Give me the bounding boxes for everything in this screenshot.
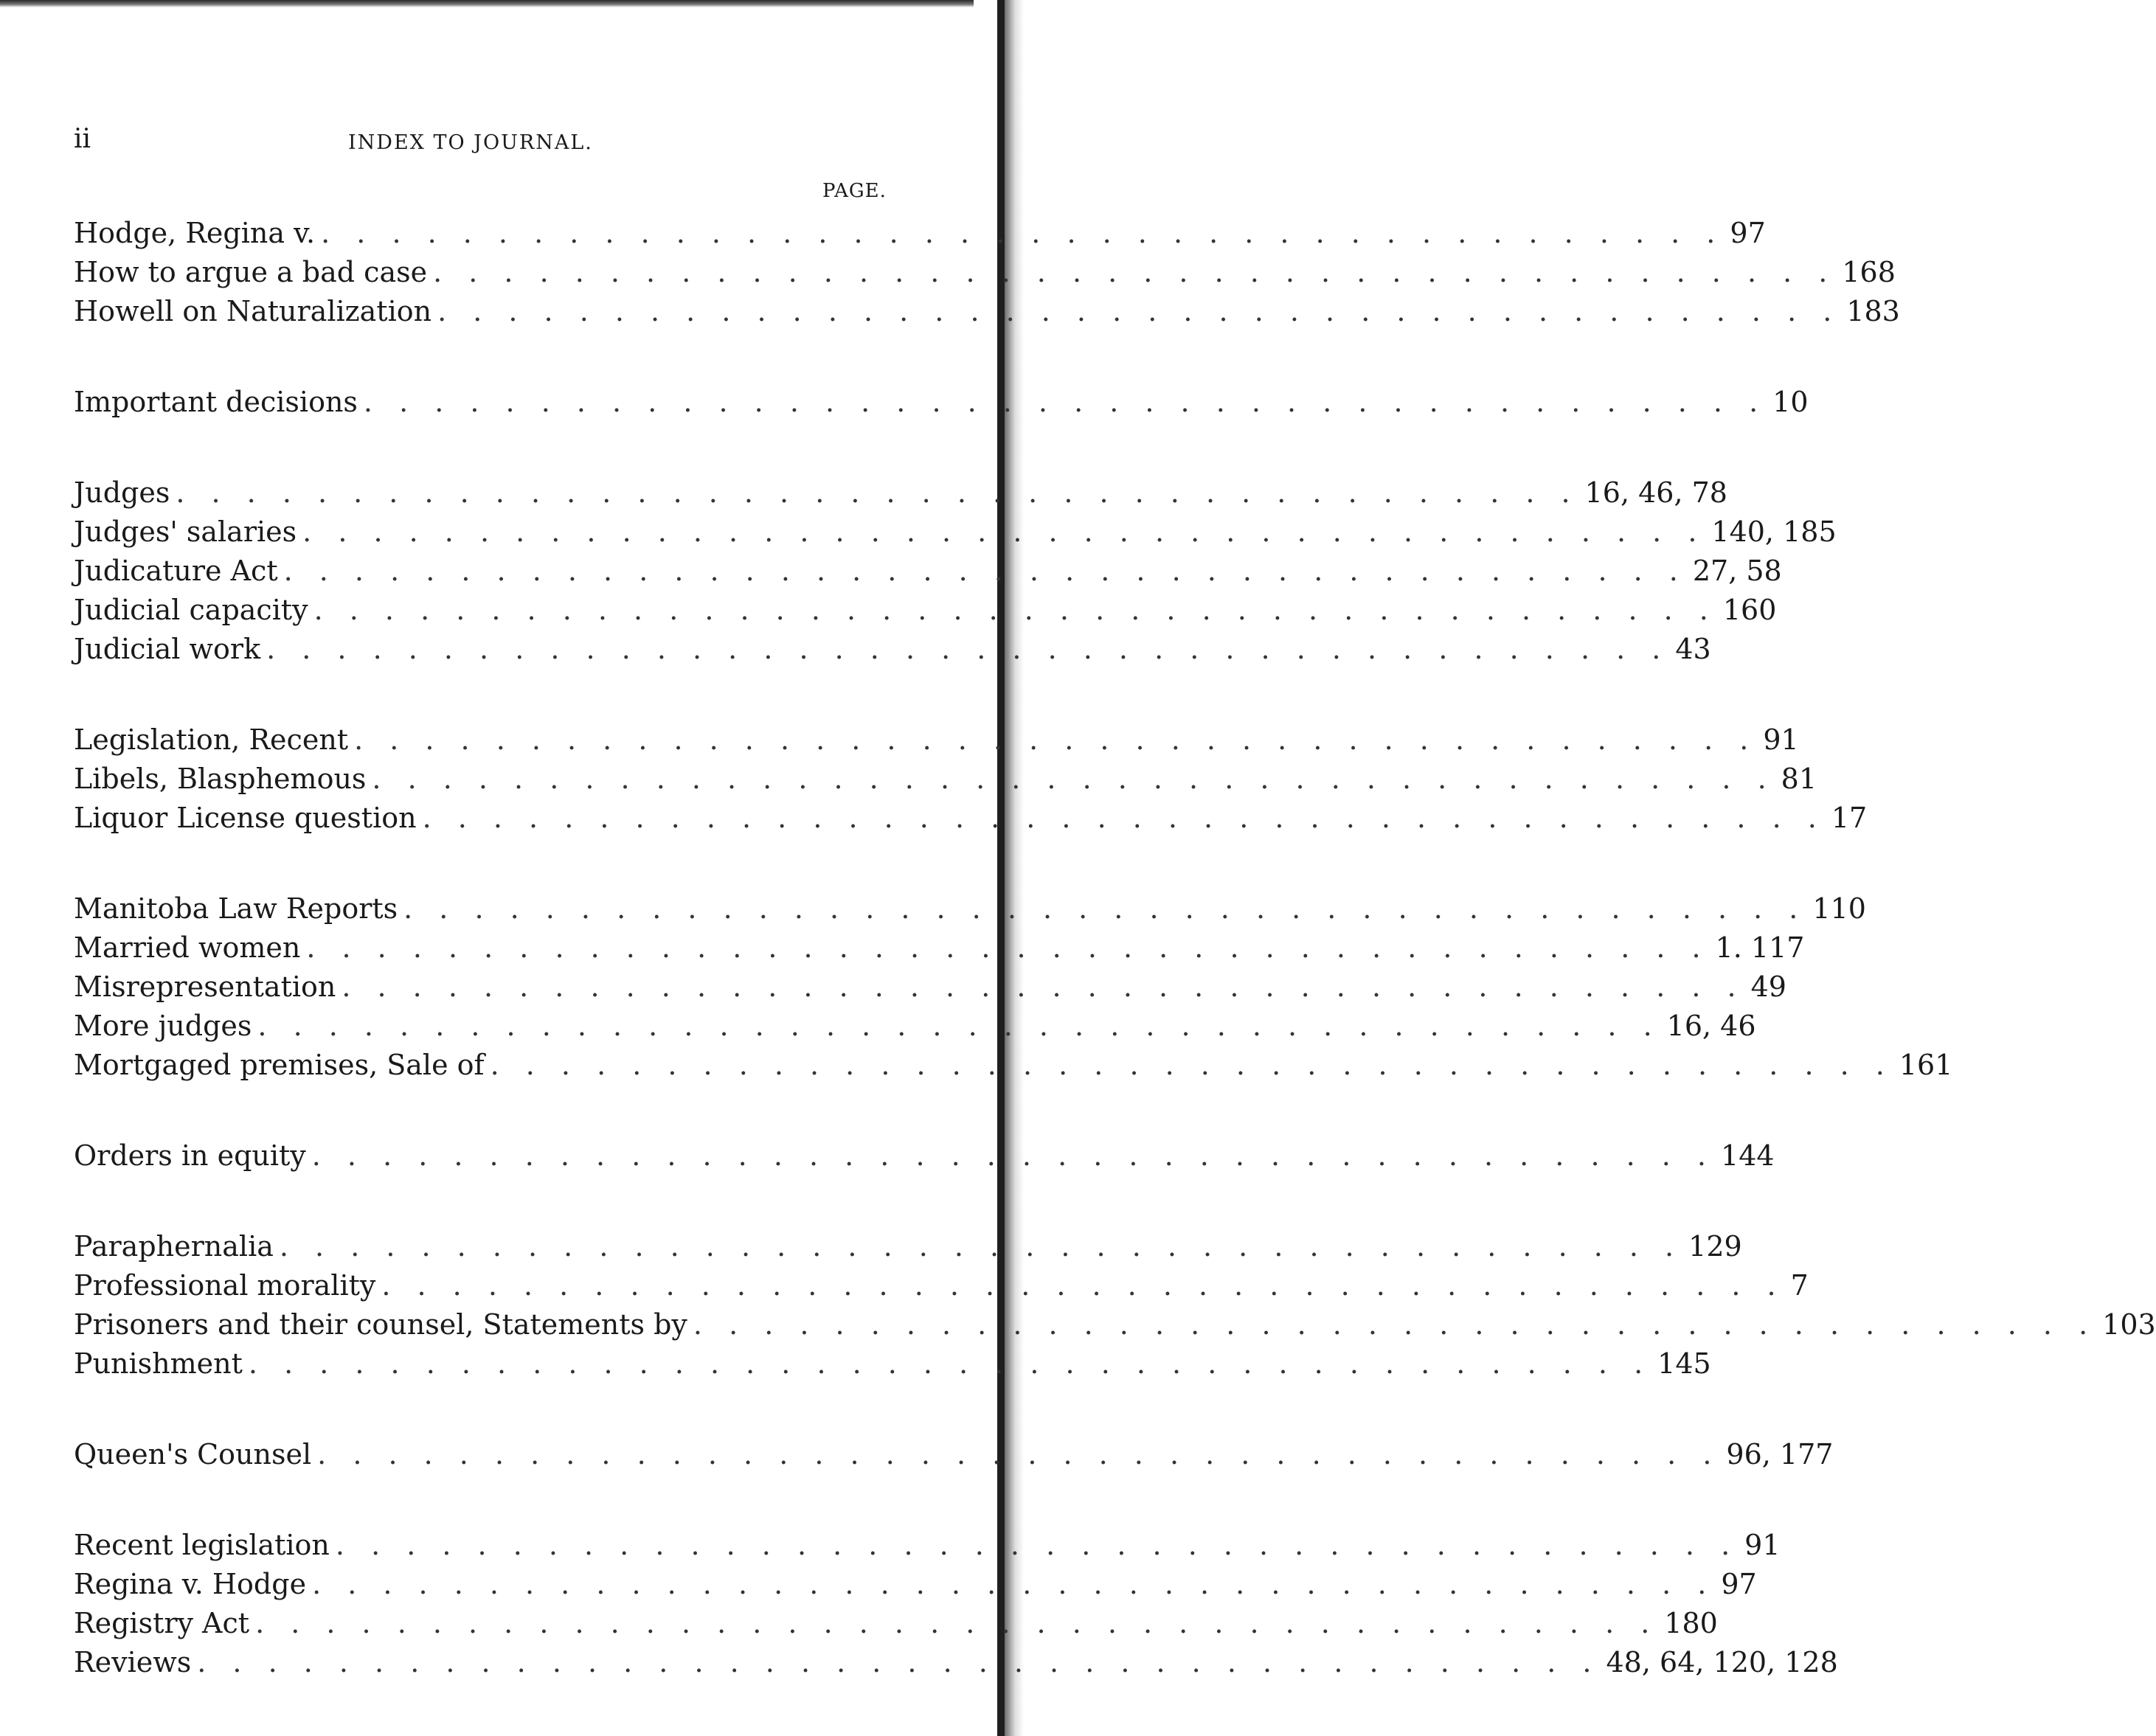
- entry-pages: 129: [1688, 1230, 1742, 1263]
- entry-term: Judges' salaries: [74, 515, 297, 548]
- entry-pages: 10: [1772, 386, 1809, 418]
- dot-leader: . . . . . . . . . . . . . . . . . . . . . . . . . . . . . . . . . . . . . . . .: [403, 892, 1807, 925]
- index-entry: [74, 1435, 1834, 1474]
- entry-term: Misrepresentation: [74, 971, 336, 1003]
- index-entry: [74, 552, 1782, 591]
- entry-term: Married women: [74, 931, 301, 964]
- dot-leader: . . . . . . . . . . . . . . . . . . . . . . . . . . . . . . . . . . . . . . . .: [255, 1607, 1659, 1639]
- entry-term: Reviews: [74, 1646, 192, 1678]
- dot-leader: . . . . . . . . . . . . . . . . . . . . . . . . . . . . . . . . . . . . . . . .: [176, 476, 1579, 509]
- index-entry: [74, 799, 1868, 838]
- index-entry: [74, 1565, 1757, 1604]
- page-column-heading: PAGE.: [822, 180, 887, 202]
- dot-leader: . . . . . . . . . . . . . . . . . . . . . . . . . . . . . . . . . . . . . . . .: [693, 1308, 2097, 1341]
- entry-pages: 81: [1781, 763, 1817, 795]
- entry-term: Punishment: [74, 1347, 243, 1380]
- index-group: [74, 889, 1953, 1085]
- entry-pages: 97: [1721, 1568, 1757, 1600]
- index-entry: [74, 1227, 1742, 1266]
- dot-leader: . . . . . . . . . . . . . . . . . . . . . . . . . . . . . . . . . . . . . . . .: [437, 295, 1841, 327]
- entry-term: Judicature Act: [74, 555, 278, 587]
- entry-pages: 110: [1812, 892, 1866, 925]
- index-entry: [74, 1344, 1711, 1383]
- dot-leader: . . . . . . . . . . . . . . . . . . . . . . . . . . . . . . . . . . . . . . . .: [317, 1438, 1721, 1471]
- index-group: [74, 383, 1809, 422]
- dot-leader: . . . . . . . . . . . . . . . . . . . . . . . . . . . . . . . . . . . . . . . .: [306, 931, 1710, 964]
- dot-leader: . . . . . . . . . . . . . . . . . . . . . . . . . . . . . . . . . . . . . . . .: [381, 1269, 1785, 1302]
- dot-leader: . . . . . . . . . . . . . . . . . . . . . . . . . . . . . . . . . . . . . . . .: [422, 802, 1826, 834]
- dot-leader: . . . . . . . . . . . . . . . . . . . . . . . . . . . . . . . . . . . . . . . .: [248, 1347, 1652, 1380]
- index-entry: [74, 889, 1866, 928]
- dot-leader: . . . . . . . . . . . . . . . . . . . . . . . . . . . . . . . . . . . . . . . .: [342, 971, 1745, 1003]
- dot-leader: . . . . . . . . . . . . . . . . . . . . . . . . . . . . . . . . . . . . . . . .: [197, 1646, 1601, 1678]
- entry-term: Judicial work: [74, 633, 261, 665]
- index-entry: [74, 1136, 1775, 1176]
- entry-term: Liquor License question: [74, 802, 417, 834]
- dot-leader: . . . . . . . . . . . . . . . . . . . . . . . . . . . . . . . . . . . . . . . .: [311, 1139, 1716, 1172]
- dot-leader: . . . . . . . . . . . . . . . . . . . . . . . . . . . . . . . . . . . . . . . .: [490, 1049, 1893, 1081]
- index-group: [74, 1435, 1834, 1474]
- entry-pages: 49: [1750, 971, 1786, 1003]
- running-title: INDEX TO JOURNAL.: [348, 131, 593, 154]
- index-entry: [74, 1046, 1953, 1085]
- index-entry: [74, 1007, 1756, 1046]
- entry-pages: 27, 58: [1692, 555, 1782, 587]
- page-header: [74, 124, 892, 161]
- entry-pages: 1. 117: [1715, 931, 1805, 964]
- dot-leader: . . . . . . . . . . . . . . . . . . . . . . . . . . . . . . . . . . . . . . . .: [433, 256, 1837, 288]
- entry-term: Manitoba Law Reports: [74, 892, 398, 925]
- index-entry: [74, 1526, 1781, 1565]
- dot-leader: . . . . . . . . . . . . . . . . . . . . . . . . . . . . . . . . . . . . . . . .: [312, 1568, 1716, 1600]
- entry-pages: 17: [1831, 802, 1868, 834]
- index-entry: [74, 968, 1786, 1007]
- index-entry: [74, 1305, 2156, 1344]
- entry-pages: 168: [1842, 256, 1896, 288]
- entry-pages: 145: [1657, 1347, 1711, 1380]
- dot-leader: . . . . . . . . . . . . . . . . . . . . . . . . . . . . . . . . . . . . . . . .: [372, 763, 1775, 795]
- entry-pages: 16, 46: [1666, 1010, 1756, 1042]
- index-entry: [74, 1643, 1838, 1682]
- entry-pages: 144: [1721, 1139, 1775, 1172]
- entry-pages: 96, 177: [1726, 1438, 1834, 1471]
- index-entry: [74, 1266, 1809, 1305]
- entry-term: Prisoners and their counsel, Statements by: [74, 1308, 687, 1341]
- index-entry: [74, 513, 1837, 552]
- entry-pages: 97: [1730, 217, 1766, 249]
- entry-pages: 16, 46, 78: [1584, 476, 1727, 509]
- entry-term: Judicial capacity: [74, 594, 308, 626]
- index-page: [74, 0, 2156, 1736]
- entry-pages: 7: [1790, 1269, 1809, 1302]
- index-entry: [74, 721, 1799, 760]
- index-entry: [74, 928, 1805, 968]
- index-entry: [74, 292, 1900, 331]
- dot-leader: . . . . . . . . . . . . . . . . . . . . . . . . . . . . . . . . . . . . . . . .: [335, 1529, 1739, 1561]
- index-entries: [74, 214, 2156, 1734]
- dot-leader: . . . . . . . . . . . . . . . . . . . . . . . . . . . . . . . . . . . . . . . .: [279, 1230, 1683, 1263]
- entry-term: Regina v. Hodge: [74, 1568, 307, 1600]
- index-entry: [74, 1604, 1718, 1643]
- index-entry: [74, 760, 1817, 799]
- entry-pages: 48, 64, 120, 128: [1606, 1646, 1838, 1678]
- index-entry: [74, 214, 1766, 253]
- index-entry: [74, 473, 1727, 513]
- entry-term: Queen's Counsel: [74, 1438, 312, 1471]
- entry-term: Howell on Naturalization: [74, 295, 432, 327]
- entry-term: Legislation, Recent: [74, 723, 349, 756]
- dot-leader: . . . . . . . . . . . . . . . . . . . . . . . . . . . . . . . . . . . . . . . .: [266, 633, 1670, 665]
- entry-term: Libels, Blasphemous: [74, 763, 367, 795]
- entry-term: Orders in equity: [74, 1139, 306, 1172]
- entry-pages: 140, 185: [1711, 515, 1837, 548]
- index-entry: [74, 591, 1777, 630]
- dot-leader: . . . . . . . . . . . . . . . . . . . . . . . . . . . . . . . . . . . . . . . .: [354, 723, 1758, 756]
- entry-pages: 183: [1846, 295, 1900, 327]
- index-group: [74, 1526, 1838, 1682]
- index-entry: [74, 630, 1711, 669]
- entry-pages: 91: [1744, 1529, 1781, 1561]
- entry-term: Recent legislation: [74, 1529, 330, 1561]
- index-entry: [74, 253, 1896, 292]
- entry-term: Hodge, Regina v.: [74, 217, 316, 249]
- entry-term: How to argue a bad case: [74, 256, 428, 288]
- dot-leader: . . . . . . . . . . . . . . . . . . . . . . . . . . . . . . . . . . . . . . . .: [257, 1010, 1661, 1042]
- entry-term: Important decisions: [74, 386, 358, 418]
- index-group: [74, 1136, 1775, 1176]
- index-group: [74, 214, 1900, 331]
- dot-leader: . . . . . . . . . . . . . . . . . . . . . . . . . . . . . . . . . . . . . . . .: [363, 386, 1767, 418]
- index-group: [74, 721, 1868, 838]
- entry-term: Registry Act: [74, 1607, 250, 1639]
- dot-leader: . . . . . . . . . . . . . . . . . . . . . . . . . . . . . . . . . . . . . . . .: [283, 555, 1687, 587]
- entry-term: Paraphernalia: [74, 1230, 274, 1263]
- dot-leader: . . . . . . . . . . . . . . . . . . . . . . . . . . . . . . . . . . . . . . . .: [313, 594, 1717, 626]
- index-group: [74, 1227, 2156, 1383]
- index-group: [74, 473, 1837, 669]
- entry-pages: 180: [1664, 1607, 1718, 1639]
- entry-term: Professional morality: [74, 1269, 376, 1302]
- entry-pages: 43: [1675, 633, 1711, 665]
- entry-pages: 103: [2102, 1308, 2156, 1341]
- entry-pages: 161: [1899, 1049, 1953, 1081]
- dot-leader: . . . . . . . . . . . . . . . . . . . . . . . . . . . . . . . . . . . . . . . .: [302, 515, 1706, 548]
- index-entry: [74, 383, 1809, 422]
- entry-term: Judges: [74, 476, 170, 509]
- entry-term: More judges: [74, 1010, 252, 1042]
- entry-term: Mortgaged premises, Sale of: [74, 1049, 485, 1081]
- page-number: ii: [74, 124, 91, 154]
- dot-leader: . . . . . . . . . . . . . . . . . . . . . . . . . . . . . . . . . . . . . . . .: [321, 217, 1725, 249]
- entry-pages: 160: [1722, 594, 1777, 626]
- entry-pages: 91: [1763, 723, 1799, 756]
